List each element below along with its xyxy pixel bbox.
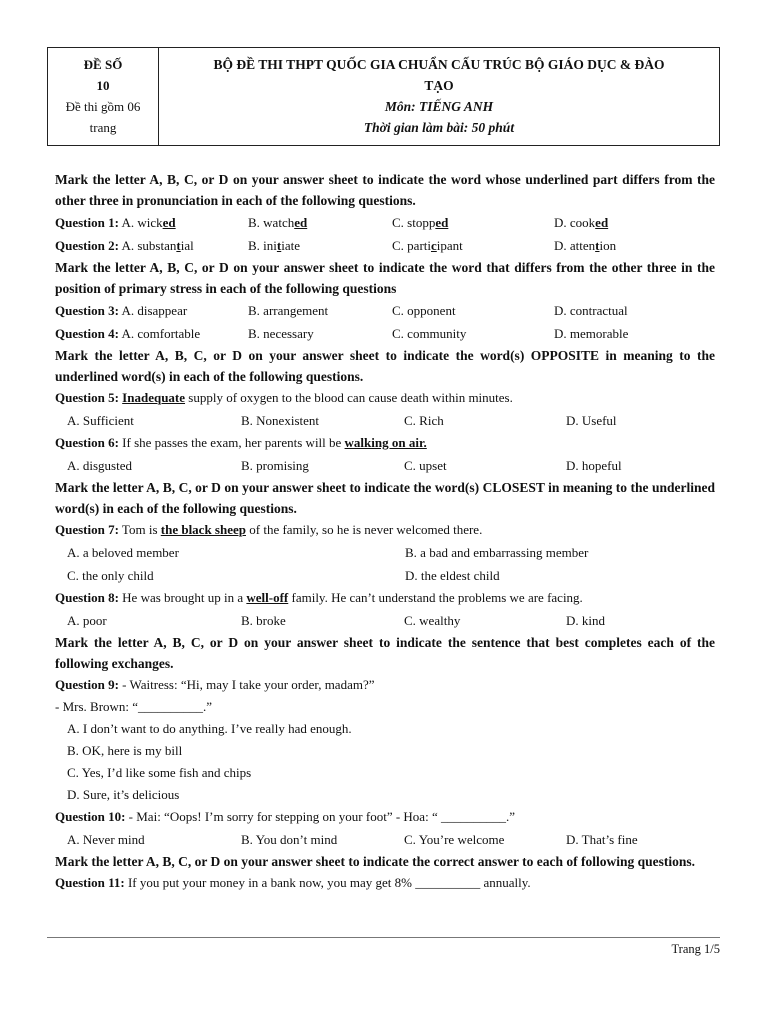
option-a: A. substan — [121, 238, 177, 253]
section-instruction-closest: Mark the letter A, B, C, or D on your answer sheet to indicate the word(s) CLOSEST in meaning to the underlined word(s) in each of the following questions. — [55, 480, 715, 516]
de-so-number: 10 — [96, 78, 110, 93]
question-text: - Waitress: “Hi, may I take your order, madam?” — [118, 677, 375, 692]
question-1 — [55, 211, 715, 234]
page-number: Trang 1/5 — [671, 942, 720, 956]
question-4 — [55, 322, 715, 345]
underlined-phrase: the black sheep — [160, 522, 246, 537]
option-b: B. arrangement — [248, 303, 329, 318]
question-label: Question 8: — [55, 590, 119, 605]
section-instruction-correct-answer: Mark the letter A, B, C, or D on your answer sheet to indicate the correct answer to each of following questions. — [55, 854, 696, 869]
question-label: Question 9: — [55, 677, 119, 692]
exam-code-cell — [48, 48, 159, 145]
exam-title-line1: BỘ ĐỀ THI THPT QUỐC GIA CHUẨN CẤU TRÚC BỘ GIÁO DỤC & ĐÀO — [213, 57, 665, 72]
option-c: C. You’re welcome — [404, 832, 505, 847]
option-a: A. Sufficient — [67, 413, 134, 428]
option-a: A. disappear — [121, 303, 188, 318]
option-b: B. watch — [248, 215, 295, 230]
question-8-options — [55, 609, 715, 632]
option-b: B. You don’t mind — [241, 832, 338, 847]
option-b: B. ini — [248, 238, 277, 253]
question-label: Question 11: — [55, 875, 125, 890]
footer-divider — [47, 937, 720, 938]
question-10-stem — [55, 806, 715, 828]
option-c: C. Yes, I’d like some fish and chips — [67, 765, 252, 780]
exam-title-line2: TẠO — [424, 78, 454, 93]
underlined-part: t — [595, 238, 600, 253]
question-label: Question 6: — [55, 435, 119, 450]
question-text: - Mai: “Oops! I’m sorry for stepping on your foot” - Hoa: “ __________.” — [125, 809, 515, 824]
pages-note-line1: Đề thi gồm 06 — [65, 99, 141, 114]
option-c: C. upset — [404, 458, 447, 473]
option-b: B. a bad and embarrassing member — [405, 545, 589, 560]
exam-content — [55, 169, 715, 894]
exam-title-cell — [159, 48, 719, 145]
de-so-label: ĐỀ SỐ — [83, 57, 123, 72]
option-c: C. community — [392, 326, 467, 341]
question-text: He was brought up in a — [118, 590, 247, 605]
question-label: Question 5: — [55, 390, 119, 405]
section-instruction-pronunciation: Mark the letter A, B, C, or D on your answer sheet to indicate the word whose underlined part differs from the other three in pronunciation in each of the following questions. — [55, 172, 715, 208]
question-7-options-cd — [55, 564, 715, 587]
question-7-options-ab — [55, 541, 715, 564]
option-d: D. contractual — [554, 303, 628, 318]
question-text: If you put your money in a bank now, you may get 8% __________ annually. — [124, 875, 531, 890]
option-c: C. wealthy — [404, 613, 461, 628]
exam-header — [47, 47, 720, 146]
question-9-line2: - Mrs. Brown: “__________.” — [55, 699, 213, 714]
question-6-stem — [55, 432, 715, 454]
question-label: Question 10: — [55, 809, 126, 824]
question-7-stem — [55, 519, 715, 541]
option-d: D. atten — [554, 238, 596, 253]
underlined-part: c — [431, 238, 437, 253]
option-c-rest: ipant — [436, 238, 463, 253]
option-c: C. stopp — [392, 215, 436, 230]
underlined-part: t — [276, 238, 282, 253]
question-2 — [55, 234, 715, 257]
option-b: B. necessary — [248, 326, 314, 341]
question-text-rest: family. He can’t understand the problems we are facing. — [288, 590, 583, 605]
option-d-rest: ion — [599, 238, 617, 253]
option-a: A. Never mind — [67, 832, 145, 847]
question-10-options — [55, 828, 715, 851]
option-a: A. a beloved member — [67, 545, 179, 560]
question-11-stem — [55, 872, 715, 894]
option-d: D. cook — [554, 215, 596, 230]
underlined-phrase: well-off — [246, 590, 289, 605]
option-c: C. Rich — [404, 413, 444, 428]
option-c: C. parti — [392, 238, 431, 253]
question-3 — [55, 299, 715, 322]
option-a: A. wick — [121, 215, 163, 230]
underlined-part: ed — [595, 215, 609, 230]
option-a: A. comfortable — [121, 326, 201, 341]
option-c: C. the only child — [67, 568, 154, 583]
question-label: Question 4: — [55, 326, 119, 341]
underlined-part: ed — [435, 215, 449, 230]
option-b-rest: iate — [281, 238, 301, 253]
question-8-stem — [55, 587, 715, 609]
option-d: D. the eldest child — [405, 568, 500, 583]
option-d: D. Useful — [566, 413, 617, 428]
question-label: Question 2: — [55, 238, 119, 253]
option-d: D. kind — [566, 613, 605, 628]
question-text: If she passes the exam, her parents will be — [118, 435, 345, 450]
question-5-options — [55, 409, 715, 432]
section-instruction-stress: Mark the letter A, B, C, or D on your answer sheet to indicate the word that differs from the other three in the position of primary stress in each of the following questions — [55, 260, 715, 296]
exam-time: Thời gian làm bài: 50 phút — [363, 120, 515, 135]
question-text: Tom is — [118, 522, 161, 537]
question-6-options — [55, 454, 715, 477]
question-text: supply of oxygen to the blood can cause death within minutes. — [185, 390, 513, 405]
section-instruction-opposite: Mark the letter A, B, C, or D on your answer sheet to indicate the word(s) OPPOSITE in meaning to the underlined word(s) in each of the following questions. — [55, 348, 715, 384]
option-b: B. broke — [241, 613, 286, 628]
question-text-rest: of the family, so he is never welcomed there. — [246, 522, 483, 537]
option-d: D. hopeful — [566, 458, 622, 473]
underlined-part: t — [176, 238, 181, 253]
underlined-part: ed — [162, 215, 176, 230]
option-a: A. disgusted — [67, 458, 132, 473]
question-label: Question 3: — [55, 303, 119, 318]
option-d: D. That’s fine — [566, 832, 638, 847]
underlined-phrase: walking on air. — [344, 435, 427, 450]
underlined-word: Inadequate — [122, 390, 186, 405]
option-b: B. promising — [241, 458, 309, 473]
option-a: A. poor — [67, 613, 107, 628]
section-instruction-exchanges: Mark the letter A, B, C, or D on your answer sheet to indicate the sentence that best completes each of the following exchanges. — [55, 635, 715, 671]
underlined-part: ed — [294, 215, 308, 230]
question-label: Question 7: — [55, 522, 119, 537]
exam-subject: Môn: TIẾNG ANH — [384, 99, 494, 114]
option-a: A. I don’t want to do anything. I’ve really had enough. — [67, 721, 352, 736]
question-9-stem — [55, 674, 715, 696]
question-5-stem — [55, 387, 715, 409]
option-b: B. OK, here is my bill — [67, 743, 183, 758]
question-label: Question 1: — [55, 215, 119, 230]
option-d: D. memorable — [554, 326, 629, 341]
option-b: B. Nonexistent — [241, 413, 319, 428]
option-a-rest: ial — [180, 238, 194, 253]
pages-note-line2: trang — [89, 120, 117, 135]
option-d: D. Sure, it’s delicious — [67, 787, 180, 802]
option-c: C. opponent — [392, 303, 456, 318]
